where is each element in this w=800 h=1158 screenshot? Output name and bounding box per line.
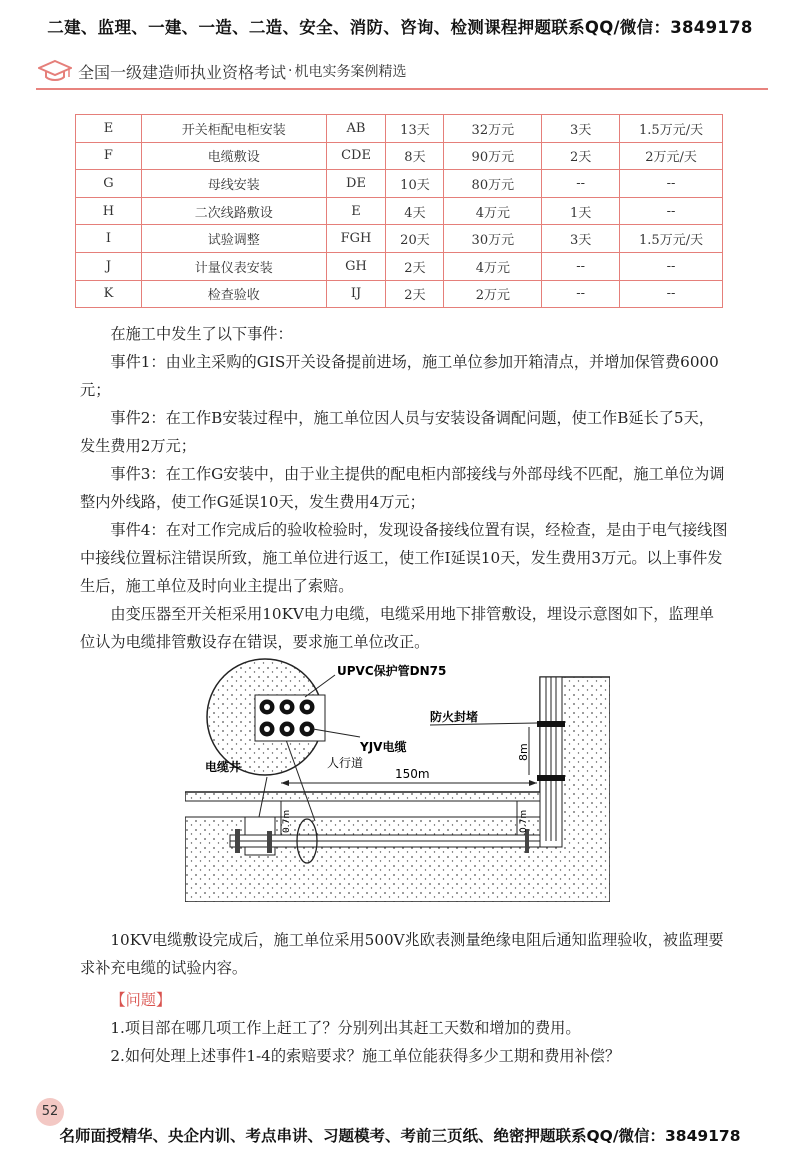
cable-laying-diagram xyxy=(185,657,610,902)
top-banner: 二建、监理、一建、一造、二造、安全、消防、咨询、检测课程押题联系QQ/微信：3849178 xyxy=(47,18,753,37)
table-cell: 二次线路敷设 xyxy=(141,197,326,225)
table-cell: E xyxy=(76,115,142,143)
event-2: 事件2：在工作B安装过程中，施工单位因人员与安装设备调配问题，使工作B延长了5天，发生费用2万元； xyxy=(80,409,714,455)
sidewalk-surface xyxy=(185,801,540,817)
table-cell: 开关柜配电柜安装 xyxy=(141,115,326,143)
questions-tag-text: 【问题】 xyxy=(110,991,172,1009)
table-cell: -- xyxy=(620,252,723,280)
table-cell: -- xyxy=(620,280,723,308)
table-cell: DE xyxy=(326,170,386,198)
event-3: 事件3：在工作G安装中，由于业主提供的配电柜内部接线与外部母线不匹配，施工单位为调整内外线路，使工作G延误10天，发生费用4万元； xyxy=(80,465,725,511)
table-cell: 13天 xyxy=(386,115,444,143)
table-cell: -- xyxy=(620,170,723,198)
table-cell: 32万元 xyxy=(444,115,542,143)
height-label: 8m xyxy=(517,743,530,761)
table-cell: 30万元 xyxy=(444,225,542,253)
depth-label-left: 0.7m xyxy=(282,809,292,833)
table-cell: 2天 xyxy=(542,142,620,170)
question-2: 2.如何处理上述事件1-4的索赔要求？施工单位能获得多少工期和费用补偿？ xyxy=(110,1047,621,1065)
table-row xyxy=(76,280,723,308)
table-row xyxy=(76,197,723,225)
schedule-table xyxy=(75,114,723,308)
events-intro: 在施工中发生了以下事件： xyxy=(110,325,293,343)
header-subtitle: 机电实务案例精选 xyxy=(294,64,407,80)
after-paragraph: 10KV电缆敷设完成后，施工单位采用500V兆欧表测量绝缘电阻后通知监理验收，被监理要求补充电缆的试验内容。 xyxy=(80,931,724,977)
depth-label-right: 0.7m xyxy=(519,809,529,833)
upvc-label: UPVC保护管DN75 xyxy=(337,664,447,678)
sidewalk-label: 人行道 xyxy=(327,756,364,770)
table-cell: 1天 xyxy=(542,197,620,225)
table-cell: 1.5万元/天 xyxy=(620,225,723,253)
graduation-cap-icon xyxy=(38,59,72,83)
table-cell: K xyxy=(76,280,142,308)
table-cell: 90万元 xyxy=(444,142,542,170)
table-row xyxy=(76,252,723,280)
after-section xyxy=(80,926,728,1070)
table-cell: -- xyxy=(542,252,620,280)
cable-well-label: 电缆井 xyxy=(205,760,242,774)
table-cell: 2天 xyxy=(386,280,444,308)
table-cell: F xyxy=(76,142,142,170)
running-header xyxy=(38,58,406,84)
table-cell: 电缆敷设 xyxy=(141,142,326,170)
table-cell: -- xyxy=(542,170,620,198)
yjv-label: YJV电缆 xyxy=(360,740,407,754)
table-cell: 试验调整 xyxy=(141,225,326,253)
table-cell: 计量仪表安装 xyxy=(141,252,326,280)
table-cell: -- xyxy=(542,280,620,308)
table-cell: 80万元 xyxy=(444,170,542,198)
table-cell: IJ xyxy=(326,280,386,308)
table-cell: 3天 xyxy=(542,115,620,143)
table-cell: 3天 xyxy=(542,225,620,253)
table-cell: 10天 xyxy=(386,170,444,198)
table-cell: 2万元 xyxy=(444,280,542,308)
table-cell: H xyxy=(76,197,142,225)
questions-tag xyxy=(80,986,728,1014)
table-cell: 2万元/天 xyxy=(620,142,723,170)
table-row xyxy=(76,142,723,170)
table-cell: AB xyxy=(326,115,386,143)
header-dot: · xyxy=(288,63,293,79)
table-cell: -- xyxy=(620,197,723,225)
cable-description: 由变压器至开关柜采用10KV电力电缆，电缆采用地下排管敷设，埋设示意图如下，监理单位认为电缆排管敷设存在错误，要求施工单位改正。 xyxy=(80,605,714,651)
table-row xyxy=(76,115,723,143)
table-cell: 检查验收 xyxy=(141,280,326,308)
page-number: 52 xyxy=(36,1098,64,1126)
event-1: 事件1：由业主采购的GIS开关设备提前进场，施工单位参加开箱清点，并增加保管费6000元； xyxy=(80,353,719,399)
question-1: 1.项目部在哪几项工作上赶工了？分别列出其赶工天数和增加的费用。 xyxy=(110,1019,581,1037)
table-cell: E xyxy=(326,197,386,225)
bottom-banner: 名师面授精华、央企内训、考点串讲、习题模考、考前三页纸、绝密押题联系QQ/微信：3849178 xyxy=(59,1127,741,1145)
table-cell: 1.5万元/天 xyxy=(620,115,723,143)
table-cell: 8天 xyxy=(386,142,444,170)
table-cell: J xyxy=(76,252,142,280)
fire-seal-lower xyxy=(537,775,565,781)
table-cell: CDE xyxy=(326,142,386,170)
table-cell: 4天 xyxy=(386,197,444,225)
fire-seal-label: 防火封堵 xyxy=(430,710,479,724)
table-cell: 2天 xyxy=(386,252,444,280)
fire-seal-upper xyxy=(537,721,565,727)
table-row xyxy=(76,225,723,253)
table-cell: 4万元 xyxy=(444,252,542,280)
table-cell: 20天 xyxy=(386,225,444,253)
table-cell: FGH xyxy=(326,225,386,253)
length-label: 150m xyxy=(395,767,430,781)
events-section xyxy=(80,320,728,656)
table-cell: GH xyxy=(326,252,386,280)
table-cell: G xyxy=(76,170,142,198)
table-cell: 4万元 xyxy=(444,197,542,225)
header-title: 全国一级建造师执业资格考试 xyxy=(78,62,287,82)
event-4: 事件4：在对工作完成后的验收检验时，发现设备接线位置有误，经检查，是由于电气接线图中接线位置标注错误所致，施工单位进行返工，使工作I延误10天，发生费用3万元。以上事件发生后，施工单位及时向业主提出了索赔。 xyxy=(80,521,728,595)
table-cell: I xyxy=(76,225,142,253)
table-cell: 母线安装 xyxy=(141,170,326,198)
header-rule xyxy=(36,88,768,90)
table-row xyxy=(76,170,723,198)
